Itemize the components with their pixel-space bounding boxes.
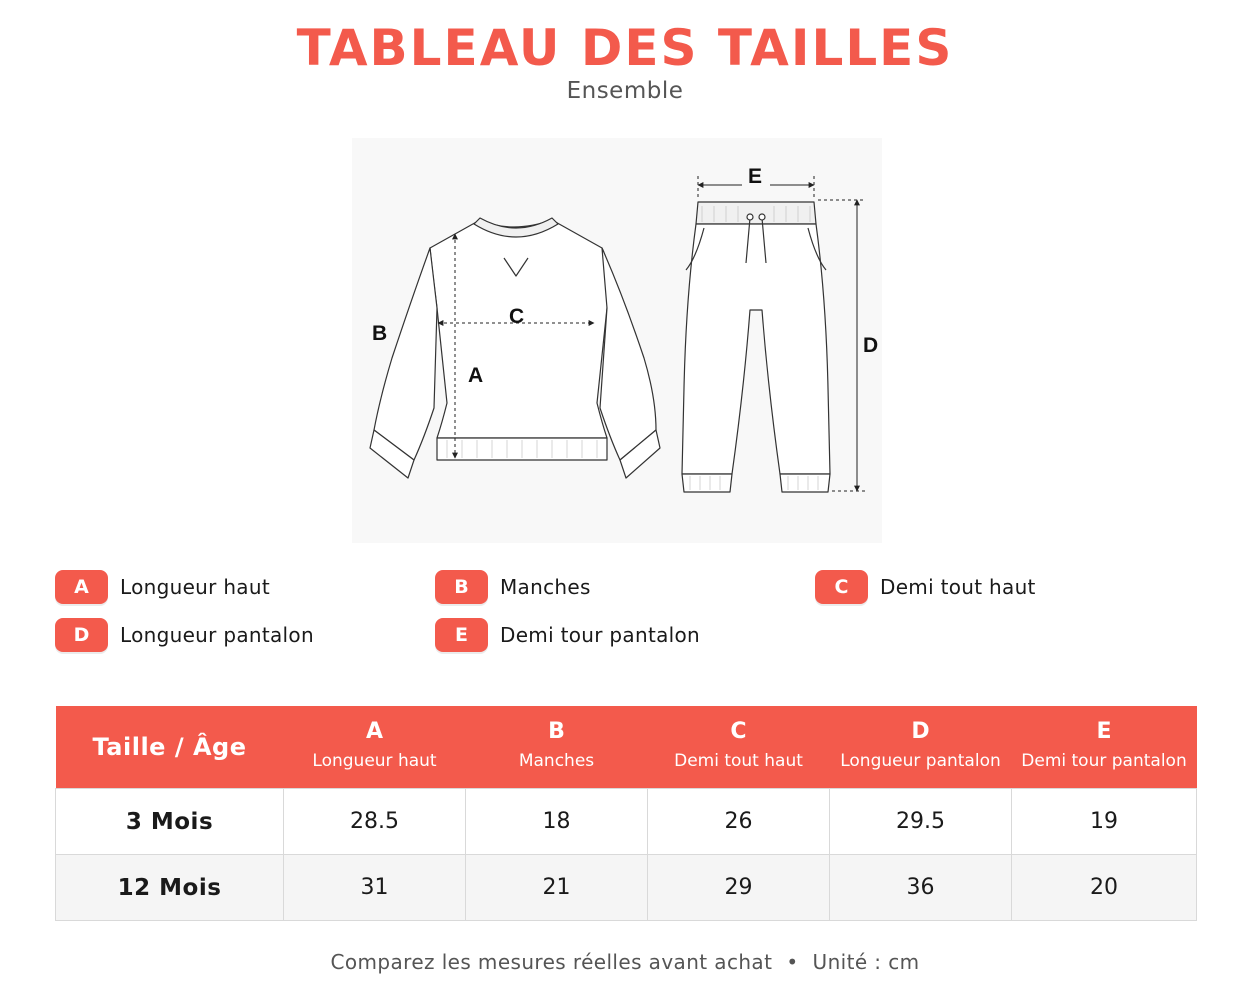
legend-label-a: Longueur haut — [120, 575, 270, 599]
legend-label-d: Longueur pantalon — [120, 623, 314, 647]
table-cell: 26 — [648, 789, 830, 855]
table-cell: 29 — [648, 855, 830, 921]
header-col-d — [830, 706, 1012, 789]
size-table — [55, 706, 1197, 921]
header-col-e-label: Demi tour pantalon — [1021, 751, 1187, 771]
table-cell: 20 — [1012, 855, 1197, 921]
legend-item-e — [435, 617, 700, 653]
legend-item-a — [55, 569, 270, 605]
header-col-e-letter: E — [1096, 719, 1112, 744]
table-row — [56, 855, 1197, 921]
diagram-label-c: C — [509, 305, 525, 328]
table-row — [56, 789, 1197, 855]
header-col-c-letter: C — [730, 719, 747, 744]
legend-badge-e: E — [435, 618, 488, 652]
header-col-a-letter: A — [365, 719, 384, 744]
header-col-b-letter: B — [548, 719, 565, 744]
header-col-a-label: Longueur haut — [312, 751, 437, 771]
footer-note — [0, 950, 1250, 974]
header-size-age: Taille / Âge — [56, 706, 284, 789]
legend-badge-b: B — [435, 570, 488, 604]
footer-unit: Unité : cm — [812, 950, 920, 974]
legend-label-e: Demi tour pantalon — [500, 623, 701, 647]
legend-item-c — [815, 569, 1036, 605]
legend-item-b — [435, 569, 591, 605]
header-col-c — [648, 706, 830, 789]
header-col-d-label: Longueur pantalon — [840, 751, 1001, 771]
diagram-label-d: D — [863, 334, 879, 357]
page-subtitle: Ensemble — [566, 78, 684, 104]
table-cell: 18 — [466, 789, 648, 855]
table-cell: 29.5 — [830, 789, 1012, 855]
header-col-d-letter: D — [911, 719, 930, 744]
header-col-b — [466, 706, 648, 789]
legend-badge-c: C — [815, 570, 868, 604]
footer-separator: • — [786, 950, 799, 974]
table-cell: 21 — [466, 855, 648, 921]
footer-note-text: Comparez les mesures réelles avant achat — [330, 950, 773, 974]
diagram-label-e: E — [748, 165, 763, 188]
legend-label-b: Manches — [500, 575, 591, 599]
header-col-c-label: Demi tout haut — [674, 751, 803, 771]
table-cell: 31 — [284, 855, 466, 921]
page-title: TABLEAU DES TAILLES — [296, 19, 954, 77]
legend-label-c: Demi tout haut — [880, 575, 1036, 599]
garment-diagram-svg — [352, 138, 882, 543]
table-header-row — [56, 706, 1197, 789]
row-size-label: 12 Mois — [56, 855, 284, 921]
legend-badge-d: D — [55, 618, 108, 652]
table-cell: 19 — [1012, 789, 1197, 855]
header-col-e — [1012, 706, 1197, 789]
legend-badge-a: A — [55, 570, 108, 604]
sweatshirt-outline — [370, 218, 660, 478]
legend-item-d — [55, 617, 314, 653]
header-col-b-label: Manches — [518, 751, 595, 771]
header-col-a — [284, 706, 466, 789]
garment-diagram — [352, 138, 882, 543]
pants-outline — [682, 202, 830, 492]
table-cell: 28.5 — [284, 789, 466, 855]
diagram-label-a: A — [468, 364, 484, 387]
row-size-label: 3 Mois — [56, 789, 284, 855]
table-cell: 36 — [830, 855, 1012, 921]
diagram-label-b: B — [372, 322, 388, 345]
